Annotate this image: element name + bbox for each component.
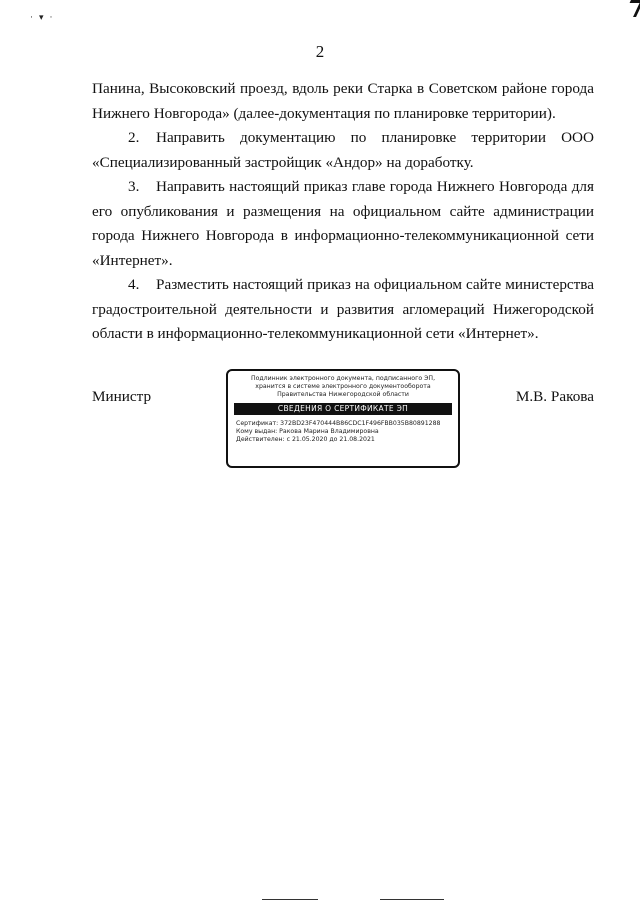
body-text <box>92 77 594 347</box>
electronic-signature-stamp <box>226 369 460 468</box>
signer-position: Министр <box>92 388 152 405</box>
footer-rule-right <box>380 899 444 900</box>
paragraph-1: Панина, Высоковский проезд, вдоль реки Старка в Советском районе города Нижнего Новгорода» (далее-документация по планировке территории). <box>92 80 594 122</box>
stamp-notice-line-2: хранится в системе электронного документооборота <box>255 383 431 390</box>
stamp-notice-line-1: Подлинник электронного документа, подписанного ЭП, <box>250 375 436 382</box>
paragraph-3-text: Направить настоящий приказ главе города Нижнего Новгорода для его опубликования и размещения на официальном сайте администрации города Нижнего Новгорода в информационно-телекоммуникационной сети «Интернет». <box>92 178 594 269</box>
corner-scan-mark <box>623 0 640 17</box>
stamp-issued-to: Кому выдан: Ракова Марина Владимировна <box>236 428 379 435</box>
stamp-validity: Действителен: с 21.05.2020 до 21.08.2021 <box>236 436 375 443</box>
paragraph-2-text: Направить документацию по планировке территории ООО «Специализированный застройщик «Андор» на доработку. <box>92 129 594 171</box>
stamp-certificate-header: СВЕДЕНИЯ О СЕРТИФИКАТЕ ЭП <box>234 403 452 415</box>
stamp-certificate-id: Сертификат: 372BD23F470444B86CDC1F496FBB035B80891288 <box>236 420 441 427</box>
footer-rule-left <box>262 899 318 900</box>
stamp-certificate-details <box>236 420 450 444</box>
paragraph-3 <box>92 175 594 273</box>
paragraph-4-number: 4. <box>128 276 140 293</box>
page-number: 2 <box>315 42 325 61</box>
scan-artifact: ·▾· <box>30 12 59 22</box>
paragraph-4-text: Разместить настоящий приказ на официальном сайте министерства градостроительной деятельности и развития агломераций Нижегородской области в информационно-телекоммуникационной сети «Интернет». <box>92 276 594 342</box>
signer-name: М.В. Ракова <box>515 388 594 405</box>
paragraph-2 <box>92 126 594 175</box>
stamp-notice-line-3: Правительства Нижегородской области <box>277 391 409 398</box>
paragraph-3-number: 3. <box>128 178 140 195</box>
paragraph-2-number: 2. <box>128 129 140 146</box>
paragraph-4 <box>92 273 594 347</box>
stamp-notice <box>228 375 458 399</box>
